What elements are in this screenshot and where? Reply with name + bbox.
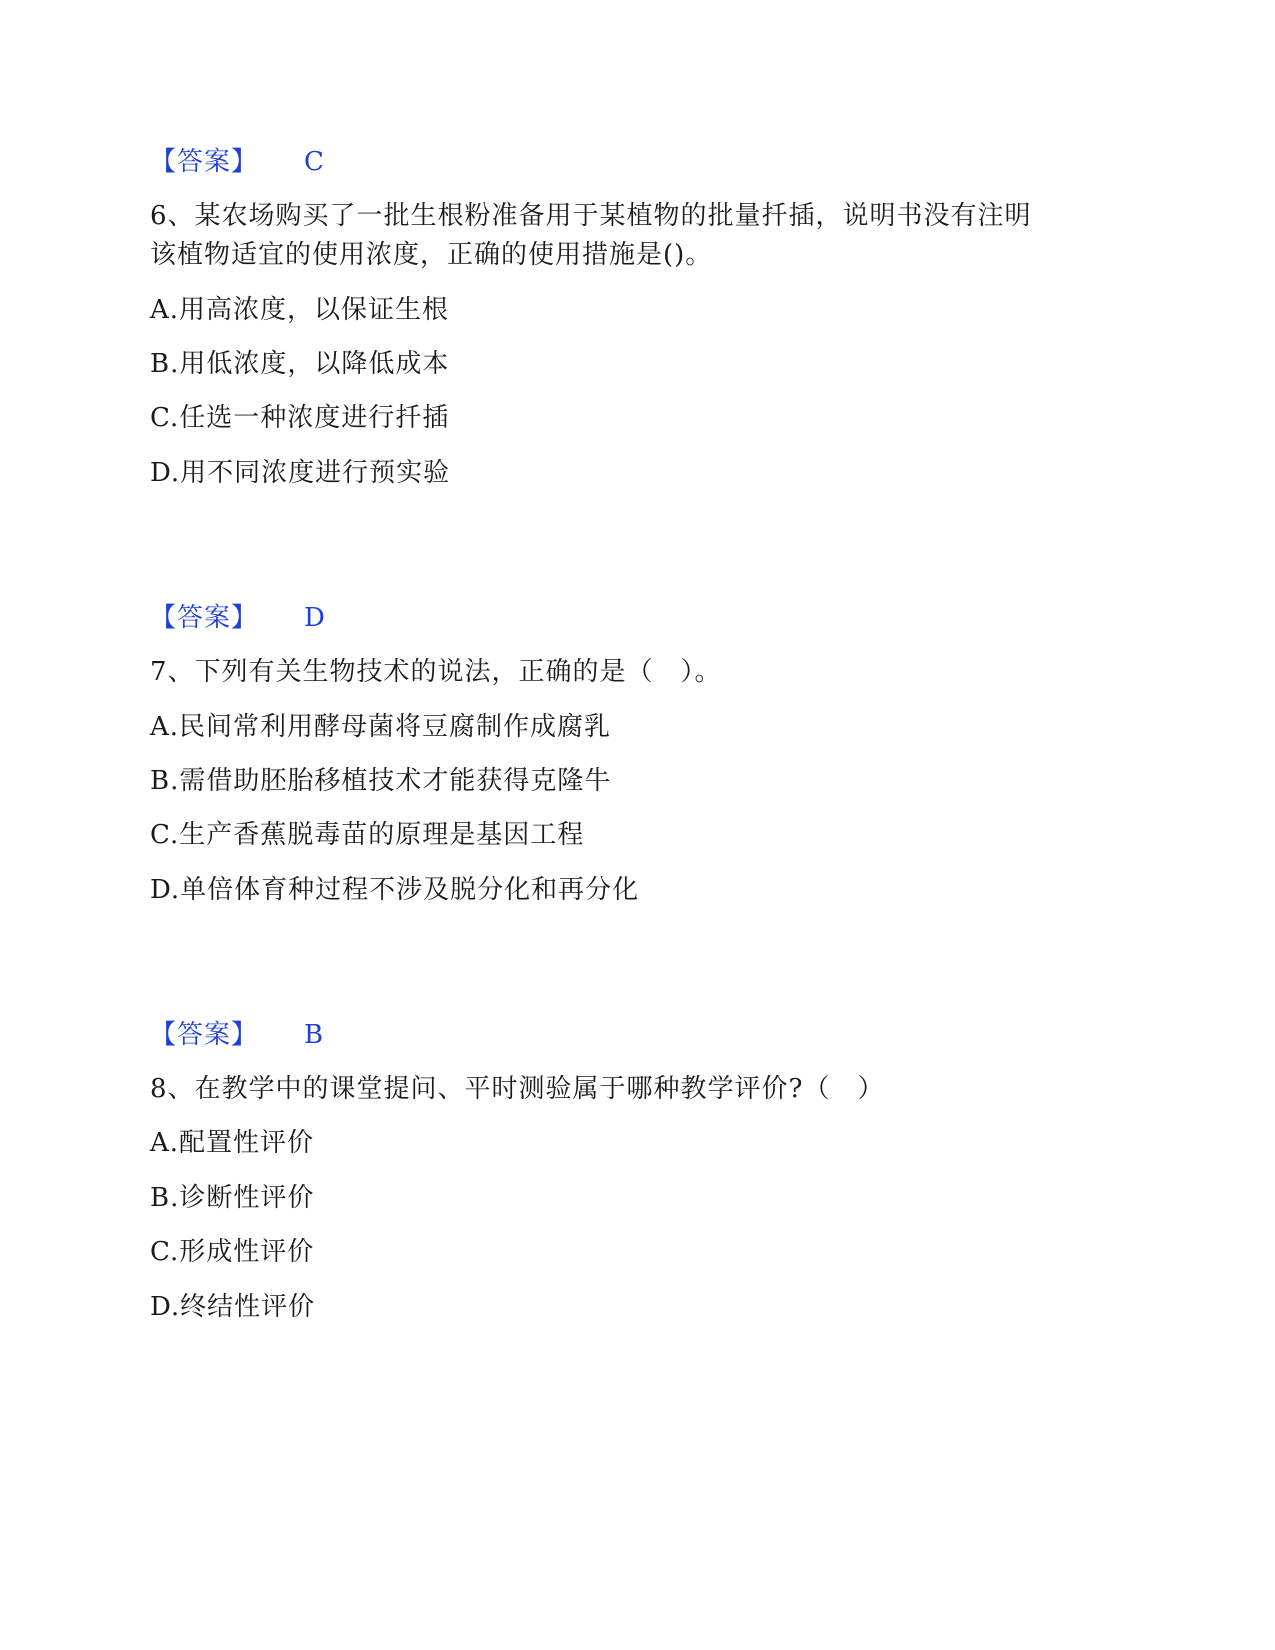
question-8-line-1: 8、在教学中的课堂提问、平时测验属于哪种教学评价?（ ） <box>150 1074 885 1104</box>
answer-label: 【答案】 <box>150 1020 259 1050</box>
answer-label: 【答案】 <box>150 147 259 177</box>
question-8-option-d: D.终结性评价 <box>150 1292 316 1322</box>
answer-value: D <box>304 603 326 633</box>
answer-value: B <box>304 1020 325 1050</box>
answer-label: 【答案】 <box>150 603 259 633</box>
question-7-option-a: A.民间常利用酵母菌将豆腐制作成腐乳 <box>150 712 612 742</box>
question-7-option-b: B.需借助胚胎移植技术才能获得克隆牛 <box>150 766 612 796</box>
question-6-option-c: C.任选一种浓度进行扦插 <box>150 403 450 433</box>
question-7-line-1: 7、下列有关生物技术的说法，正确的是（ ）。 <box>150 657 722 687</box>
question-8-option-c: C.形成性评价 <box>150 1237 315 1267</box>
question-8-option-a: A.配置性评价 <box>150 1128 315 1158</box>
question-6-line-1: 6、某农场购买了一批生根粉准备用于某植物的批量扦插，说明书没有注明 <box>150 201 1032 231</box>
answer-line-q7 <box>150 1018 324 1052</box>
question-8-option-b: B.诊断性评价 <box>150 1183 315 1213</box>
question-6-option-a: A.用高浓度，以保证生根 <box>150 295 450 325</box>
question-7-option-d: D.单倍体育种过程不涉及脱分化和再分化 <box>150 875 640 905</box>
question-6-option-d: D.用不同浓度进行预实验 <box>150 458 451 488</box>
answer-value: C <box>304 147 325 177</box>
question-6-line-2: 该植物适宜的使用浓度，正确的使用措施是()。 <box>150 240 713 270</box>
question-7-option-c: C.生产香蕉脱毒苗的原理是基因工程 <box>150 820 585 850</box>
answer-line-q5 <box>150 145 325 179</box>
question-6-option-b: B.用低浓度，以降低成本 <box>150 349 450 379</box>
answer-line-q6 <box>150 601 326 635</box>
